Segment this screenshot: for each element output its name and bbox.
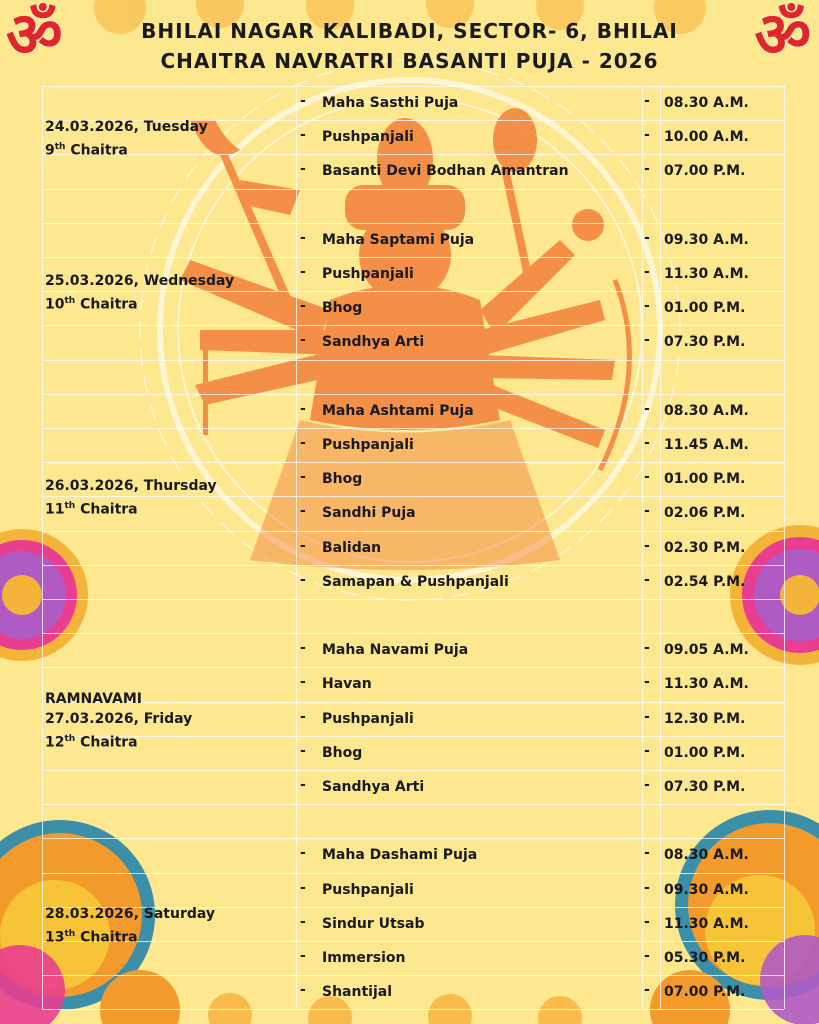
event-dash: - bbox=[300, 948, 306, 964]
rangoli-left bbox=[0, 529, 88, 661]
row-divider bbox=[42, 325, 784, 326]
event-name: Pushpanjali bbox=[322, 266, 414, 282]
row-divider bbox=[42, 873, 784, 874]
event-time: 01.00 P.M. bbox=[664, 471, 746, 488]
time-dash: - bbox=[644, 879, 650, 896]
event-time: 07.00 P.M. bbox=[664, 984, 746, 1001]
row-divider bbox=[42, 804, 784, 805]
event-name: Maha Ashtami Puja bbox=[322, 402, 474, 419]
event-dash: - bbox=[300, 674, 306, 691]
row-divider bbox=[42, 462, 784, 463]
event-name: Maha Navami Puja bbox=[322, 642, 469, 659]
time-dash: - bbox=[644, 435, 650, 451]
event-name: Bhog bbox=[322, 471, 363, 488]
day-chaitra: 12th Chaitra bbox=[45, 733, 138, 751]
column-divider bbox=[642, 86, 643, 1009]
day-date: 24.03.2026, Tuesday bbox=[45, 119, 208, 136]
column-divider bbox=[296, 86, 297, 1009]
event-time: 07.30 P.M. bbox=[664, 334, 746, 351]
time-dash: - bbox=[644, 93, 650, 109]
event-time: 11.30 A.M. bbox=[664, 676, 749, 693]
event-name: Bhog bbox=[322, 744, 363, 761]
row-divider bbox=[42, 633, 784, 634]
row-divider bbox=[42, 360, 784, 361]
day-date: 28.03.2026, Saturday bbox=[45, 905, 216, 922]
time-dash: - bbox=[644, 708, 650, 725]
event-dash: - bbox=[300, 161, 306, 178]
header-title-line2: CHAITRA NAVRATRI BASANTI PUJA - 2026 bbox=[160, 49, 659, 73]
day-chaitra: 10th Chaitra bbox=[45, 296, 138, 313]
event-time: 09.30 A.M. bbox=[664, 231, 749, 248]
row-divider bbox=[42, 531, 784, 532]
event-dash: - bbox=[300, 982, 306, 999]
day-label bbox=[45, 689, 192, 753]
event-time: 02.54 P.M. bbox=[664, 573, 746, 590]
event-dash: - bbox=[300, 742, 306, 759]
time-dash: - bbox=[644, 674, 650, 691]
event-name: Sandhya Arti bbox=[322, 334, 425, 351]
time-dash: - bbox=[644, 742, 650, 759]
row-divider bbox=[42, 223, 784, 224]
event-name: Pushpanjali bbox=[322, 437, 414, 453]
event-name: Balidan bbox=[322, 539, 382, 556]
event-dash: - bbox=[300, 298, 306, 315]
time-dash: - bbox=[644, 127, 650, 144]
event-dash: - bbox=[300, 640, 306, 657]
event-name: Maha Saptami Puja bbox=[322, 231, 475, 248]
event-name: Havan bbox=[322, 676, 372, 693]
event-name: Shantijal bbox=[322, 984, 392, 1001]
event-dash: - bbox=[300, 503, 306, 520]
row-divider bbox=[42, 257, 784, 258]
om-symbol-left: ॐ bbox=[6, 0, 63, 71]
event-dash: - bbox=[300, 708, 306, 725]
row-divider bbox=[42, 838, 784, 839]
day-label bbox=[45, 904, 215, 948]
event-dash: - bbox=[300, 332, 306, 349]
event-dash: - bbox=[300, 93, 306, 109]
row-divider bbox=[42, 975, 784, 976]
row-divider bbox=[42, 86, 784, 87]
time-dash: - bbox=[644, 400, 650, 417]
day-chaitra: 11th Chaitra bbox=[45, 501, 138, 519]
day-label bbox=[45, 271, 234, 315]
event-time: 05.30 P.M. bbox=[664, 950, 746, 966]
time-dash: - bbox=[644, 640, 650, 657]
column-divider bbox=[42, 86, 43, 1009]
event-time: 08.30 A.M. bbox=[664, 402, 749, 419]
event-time: 09.05 A.M. bbox=[664, 642, 749, 659]
event-time: 10.00 A.M. bbox=[664, 129, 749, 146]
time-dash: - bbox=[644, 229, 650, 246]
event-dash: - bbox=[300, 845, 306, 862]
time-dash: - bbox=[644, 298, 650, 315]
row-divider bbox=[42, 394, 784, 395]
event-time: 11.30 A.M. bbox=[664, 266, 749, 282]
event-time: 07.30 P.M. bbox=[664, 779, 746, 795]
time-dash: - bbox=[644, 469, 650, 486]
time-dash: - bbox=[644, 503, 650, 520]
event-dash: - bbox=[300, 913, 306, 930]
event-dash: - bbox=[300, 879, 306, 896]
time-dash: - bbox=[644, 571, 650, 588]
time-dash: - bbox=[644, 332, 650, 349]
event-time: 02.30 P.M. bbox=[664, 539, 746, 556]
row-divider bbox=[42, 667, 784, 668]
event-name: Sindur Utsab bbox=[322, 915, 425, 932]
day-label bbox=[45, 476, 217, 520]
time-dash: - bbox=[644, 982, 650, 999]
day-chaitra: 13th Chaitra bbox=[45, 928, 138, 946]
event-dash: - bbox=[300, 400, 306, 417]
event-name: Maha Dashami Puja bbox=[322, 847, 478, 864]
event-dash: - bbox=[300, 777, 306, 793]
row-divider bbox=[42, 565, 784, 566]
event-dash: - bbox=[300, 127, 306, 144]
day-date: 25.03.2026, Wednesday bbox=[45, 273, 235, 290]
event-time: 07.00 P.M. bbox=[664, 163, 746, 180]
event-time: 01.00 P.M. bbox=[664, 744, 746, 761]
event-time: 02.06 P.M. bbox=[664, 505, 746, 522]
event-name: Pushpanjali bbox=[322, 710, 414, 727]
event-dash: - bbox=[300, 537, 306, 554]
day-chaitra: 9th Chaitra bbox=[45, 142, 128, 159]
time-dash: - bbox=[644, 537, 650, 554]
event-dash: - bbox=[300, 435, 306, 451]
event-time: 08.30 A.M. bbox=[664, 847, 749, 864]
event-name: Sandhya Arti bbox=[322, 779, 425, 795]
event-name: Sandhi Puja bbox=[322, 505, 416, 522]
event-time: 11.45 A.M. bbox=[664, 437, 749, 453]
event-time: 12.30 P.M. bbox=[664, 710, 746, 727]
event-dash: - bbox=[300, 469, 306, 486]
event-name: Basanti Devi Bodhan Amantran bbox=[322, 163, 569, 180]
event-name: Samapan & Pushpanjali bbox=[322, 573, 509, 590]
day-festival: RAMNAVAMI bbox=[45, 690, 143, 707]
column-divider bbox=[660, 86, 661, 1009]
event-name: Pushpanjali bbox=[322, 129, 414, 146]
time-dash: - bbox=[644, 161, 650, 178]
header-title-line1: BHILAI NAGAR KALIBADI, SECTOR- 6, BHILAI bbox=[141, 19, 678, 43]
time-dash: - bbox=[644, 264, 650, 280]
event-dash: - bbox=[300, 229, 306, 246]
row-divider bbox=[42, 428, 784, 429]
event-name: Bhog bbox=[322, 300, 363, 317]
event-name: Immersion bbox=[322, 950, 406, 966]
event-name: Pushpanjali bbox=[322, 881, 414, 898]
event-time: 01.00 P.M. bbox=[664, 300, 746, 317]
row-divider bbox=[42, 189, 784, 190]
day-date: 27.03.2026, Friday bbox=[45, 710, 193, 727]
day-label bbox=[45, 117, 208, 161]
row-divider bbox=[42, 599, 784, 600]
row-divider bbox=[42, 1009, 784, 1010]
event-name: Maha Sasthi Puja bbox=[322, 95, 459, 111]
time-dash: - bbox=[644, 948, 650, 964]
om-symbol-right: ॐ bbox=[754, 0, 811, 71]
time-dash: - bbox=[644, 845, 650, 862]
event-dash: - bbox=[300, 264, 306, 280]
event-time: 08.30 A.M. bbox=[664, 95, 749, 111]
time-dash: - bbox=[644, 777, 650, 793]
day-date: 26.03.2026, Thursday bbox=[45, 478, 217, 495]
event-time: 09.30 A.M. bbox=[664, 881, 749, 898]
row-divider bbox=[42, 770, 784, 771]
event-time: 11.30 A.M. bbox=[664, 915, 749, 932]
column-divider bbox=[784, 86, 785, 1009]
time-dash: - bbox=[644, 913, 650, 930]
event-dash: - bbox=[300, 571, 306, 588]
